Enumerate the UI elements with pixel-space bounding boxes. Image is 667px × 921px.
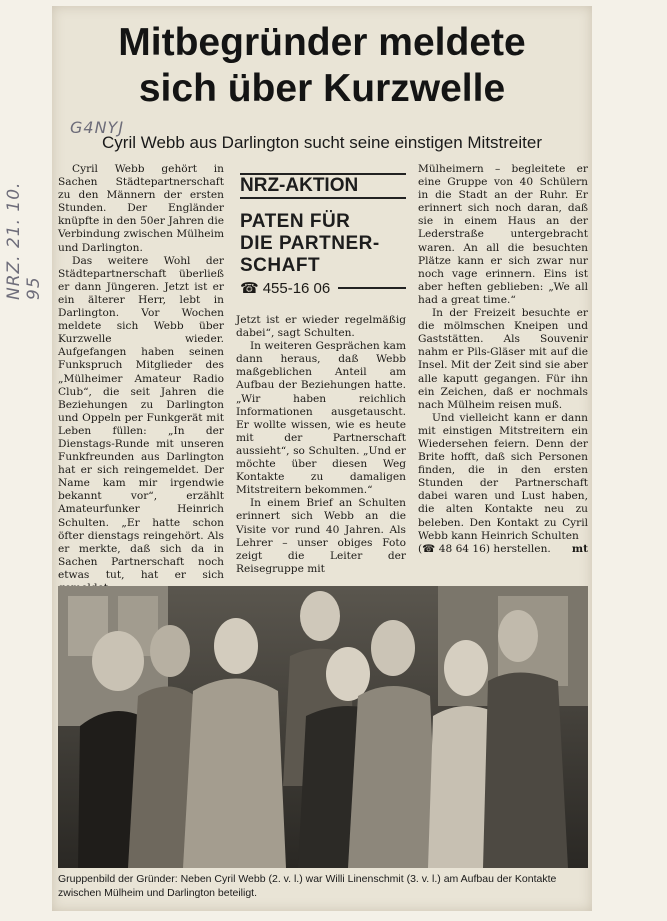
- paragraph: Jetzt ist er wieder regelmäßig dabei“, sagt Schulten.: [236, 314, 406, 340]
- phone-icon: ☎: [422, 542, 436, 555]
- article-column-3: [418, 163, 588, 556]
- aktion-label: NRZ-AKTION: [240, 175, 359, 196]
- aktion-phone-number: 455-16 06: [262, 279, 331, 297]
- handwritten-callsign: G4NYJ: [70, 118, 125, 137]
- divider: [338, 287, 406, 289]
- contact-text: ) herstellen.: [485, 542, 551, 555]
- paragraph: Cyril Webb gehört in Sachen Städtepartnerschaft zu den Männern der ersten Stunden. Der Engländer knüpfte in den 50er Jahren die Verbindung zwischen Mülheim und Darlington.: [58, 163, 224, 254]
- handwritten-date: NRZ. 21. 10. 95: [4, 181, 44, 300]
- article-column-1: [58, 163, 224, 595]
- paragraph: In der Freizeit besuchte er die mölmschen Kneipen und Gaststätten. Als Souvenir nahm er Pils-Gläser mit auf die Insel. Mit der Zeit sind sie aber alle kaputt gegangen. Für ihn ein Zeichen, daß er nochmals nach Mülheim reisen muß.: [418, 307, 588, 411]
- subheadline: Cyril Webb aus Darlington sucht seine einstigen Mitstreiter: [102, 133, 542, 152]
- headline-line-1: Mitbegründer meldete: [118, 21, 526, 64]
- aktion-phone: [240, 279, 406, 297]
- nrz-aktion-box: [240, 172, 406, 297]
- paragraph: Und vielleicht kann er dann mit einstigen Mitstreitern ein Wiedersehen feiern. Denn der Brite hofft, daß sich Personen finden, die in den ersten Stunden der Partnerschaft dabei waren und Lust haben, die alten Kontakte neu zu beleben. Den Kontakt zu Cyril Webb kann Heinrich Schulten: [418, 411, 588, 542]
- aktion-title-line: SCHAFT: [240, 255, 321, 276]
- headline: [58, 20, 586, 112]
- paragraph: Das weitere Wohl der Städtepartnerschaft überließ er dann Jüngeren. Jetzt ist er ein älterer Herr, lebt in Darlington. Vor Wochen meldete sich Webb über Kurzwelle wieder. Aufgefangen haben seinen Funkspruch Mitglieder des „Mülheimer Amateur Radio Club“, die seit Jahren die Beziehungen zu Darlington und Oppeln per Funkgerät mit Leben füllen: „In der Dienstags-Runde mit unseren Funkfreunden aus Darlington hat er sich reingemeldet. Der Name kam mir irgendwie bekannt vor“, erzählt Amateurfunker Heinrich Schulten. „Er hatte schon öfter dienstags reingehört. Als er merkte, daß sich da in Sachen Partnerschaft noch etwas tut, hat er sich: [58, 254, 224, 581]
- paragraph: Mülheimern – begleitete er eine Gruppe von 40 Schülern in die Stadt an der Ruhr. Er erinnert sich noch daran, daß sie in einem Haus an der Lederstraße untergebracht waren. An all die besuchten Plätze kann er sich zwar nur noch vage erinnern. Eins ist aber heften geblieben: „We all had a great time.“: [418, 163, 588, 306]
- author-initials: mt: [571, 542, 588, 555]
- aktion-title-line: DIE PARTNER-: [240, 233, 380, 254]
- contact-phone: 48 64 16: [438, 542, 486, 555]
- aktion-title: [240, 211, 406, 277]
- aktion-title-line: PATEN FÜR: [240, 211, 351, 232]
- group-photo: [58, 586, 588, 868]
- headline-line-2: sich über Kurzwelle: [138, 67, 506, 110]
- group-photo-illustration: [58, 586, 588, 868]
- paragraph-end: (☎ 48 64 16) herstellen. mt: [418, 542, 588, 555]
- divider: [240, 197, 406, 199]
- photo-caption: Gruppenbild der Gründer: Neben Cyril Webb (2. v. l.) war Willi Linenschmit (3. v. l.) am Aufbau der Kontakte zwischen Mülheim und Darlington beteiligt.: [58, 873, 557, 899]
- paragraph: In weiteren Gesprächen kam dann heraus, daß Webb maßgeblichen Anteil am Aufbau der Beziehungen hatte. „Wir haben reichlich Informationen ausgetauscht. Er wollte wissen, wie es heute mit der Partnerschaft aussieht“, so Schulten. „Und er möchte über diesen Weg Kontakte zu damaligen Mitstreitern bekommen.“: [236, 340, 406, 497]
- phone-icon: ☎: [240, 280, 259, 297]
- article-column-2: [236, 314, 406, 576]
- paragraph: In einem Brief an Schulten erinnert sich Webb an die Visite vor rund 40 Jahren. Als Lehrer – unser obiges Foto zeigt die Leiter der Reisegruppe mit: [236, 497, 406, 575]
